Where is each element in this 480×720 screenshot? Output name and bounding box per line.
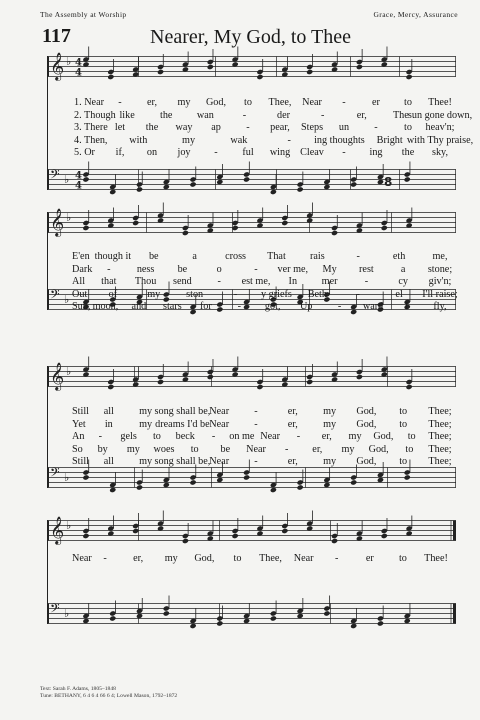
note-head (132, 220, 139, 226)
tune-credit: Tune: BETHANY, 6 4 6 4 66 6 4; Lowell Mason, 1792–1872 (40, 693, 178, 699)
lyric-syllable: Steps (300, 122, 324, 133)
lyric-syllable: my (177, 97, 191, 108)
lyric-syllable: - (287, 134, 291, 146)
note-head (190, 479, 197, 485)
lyric-syllable: - (107, 263, 111, 275)
lyric-line (0, 553, 480, 565)
lyric-line (0, 301, 480, 313)
lyric-syllable: wing (269, 147, 291, 158)
lyric-syllable: - (246, 122, 250, 133)
lyric-syllable: Yet (72, 418, 86, 430)
lyric-syllable: ver me, (277, 263, 309, 275)
note-head (207, 64, 214, 70)
treble-staff-3 (48, 362, 456, 390)
key-signature-flat-icon: ♭ (66, 211, 72, 224)
bass-clef-icon: 𝄢 (50, 601, 60, 619)
lyric-syllable: eth (392, 251, 406, 262)
lyric-syllable: with (129, 134, 148, 146)
note-head (243, 176, 250, 182)
lyric-syllable: o (216, 263, 222, 275)
lyric-syllable: - (118, 97, 122, 108)
note-head (350, 181, 357, 187)
key-signature-flat-icon: ♭ (64, 471, 70, 484)
lyric-syllable: - (233, 288, 238, 300)
note-head (107, 74, 114, 80)
lyric-syllable: er, (287, 406, 298, 417)
lyric-syllable: - (254, 406, 258, 417)
lyric-syllable: An (72, 431, 85, 442)
book-section-label: The Assembly at Worship (40, 10, 127, 19)
lyric-syllable: So (72, 443, 83, 455)
lyric-syllable: - (374, 122, 378, 133)
lyric-line (0, 289, 480, 301)
lyric-line (0, 251, 480, 263)
lyric-syllable: to (399, 456, 408, 467)
lyric-syllable: - (254, 263, 258, 275)
lyric-syllable: Thou (134, 276, 157, 287)
lyric-syllable: Near (209, 418, 230, 430)
note-head (232, 533, 239, 539)
time-signature-digit: 4 (75, 180, 82, 192)
lyric-syllable: my (323, 418, 337, 430)
note-head (182, 538, 189, 544)
lyric-syllable: my (348, 431, 362, 442)
lyric-syllable: - (337, 301, 342, 312)
note-head (82, 225, 89, 231)
lyric-syllable: - (254, 456, 258, 467)
lyric-syllable: be (220, 443, 231, 455)
lyric-syllable: ing thoughts (314, 134, 365, 146)
lyric-syllable: - (296, 431, 301, 442)
lyric-syllable: a (192, 251, 197, 262)
lyric-line (0, 264, 480, 276)
lyric-syllable: my (139, 456, 153, 467)
lyric-syllable: for (199, 301, 212, 312)
lyric-syllable: and (131, 301, 147, 312)
lyric-syllable: - (237, 301, 241, 312)
lyric-syllable: - (320, 109, 325, 121)
lyric-syllable: I (404, 301, 409, 312)
lyric-syllable: got, (264, 301, 281, 312)
lyric-syllable: a (400, 263, 406, 275)
lyric-syllable: God, (356, 456, 377, 467)
lyric-syllable: wak (230, 134, 248, 146)
lyric-syllable: my (139, 418, 153, 430)
lyric-syllable: on me (229, 431, 255, 442)
lyric-syllable: er, (356, 109, 367, 121)
lyric-syllable: est me, (241, 276, 271, 287)
lyric-syllable: 5. Or (74, 147, 95, 158)
lyric-syllable: fly, (433, 301, 447, 312)
note-head (82, 533, 89, 539)
lyric-syllable: Bright (376, 134, 403, 146)
note-head (331, 230, 338, 236)
lyric-syllable: to (407, 431, 416, 442)
note-head (404, 176, 411, 182)
note-head (136, 186, 143, 192)
lyric-syllable: to (399, 418, 408, 430)
lyric-syllable: er, (146, 97, 158, 108)
note-head (182, 230, 189, 236)
time-signature-digit: 4 (75, 67, 82, 79)
lyric-syllable: - (242, 109, 247, 121)
note-head (404, 474, 411, 480)
treble-clef-icon: 𝄞 (50, 362, 65, 390)
note-head (381, 533, 388, 539)
bass-clef-icon: 𝄢 (50, 167, 60, 185)
lyric-syllable: er (372, 97, 380, 108)
note-head (163, 610, 170, 616)
lyric-syllable: that (101, 276, 117, 287)
lyric-syllable: Near (209, 456, 230, 467)
measure-marking: 8 (384, 175, 393, 189)
hymn-title: Nearer, My God, to Thee (150, 26, 351, 48)
lyric-syllable: Up (299, 301, 313, 312)
lyric-syllable: The (392, 109, 409, 121)
lyric-syllable: if, (115, 147, 125, 158)
lyric-line (0, 431, 480, 443)
key-signature-flat-icon: ♭ (64, 173, 70, 186)
note-head (281, 528, 288, 534)
lyric-syllable: Near (72, 553, 92, 564)
note-head (331, 538, 338, 544)
lyric-syllable: Sun, (72, 301, 91, 312)
key-signature-flat-icon: ♭ (66, 519, 72, 532)
lyric-syllable: dreams I'd be (155, 418, 210, 430)
lyric-syllable: my (323, 456, 337, 467)
lyric-syllable: heav'n; (425, 122, 455, 133)
note-head (377, 620, 384, 626)
category-label: Grace, Mercy, Assurance (373, 10, 458, 19)
lyric-syllable: with Thy praise, (406, 134, 474, 146)
lyric-syllable: - (217, 276, 221, 287)
lyric-syllable: rais (309, 251, 325, 262)
lyric-syllable: God, (194, 553, 215, 564)
lyric-syllable: rest (359, 263, 374, 275)
note-head (281, 220, 288, 226)
lyric-syllable: all (103, 456, 114, 467)
lyric-syllable: Thee! (428, 97, 452, 108)
bass-staff-3 (48, 467, 456, 488)
lyric-syllable: send (173, 276, 192, 287)
lyric-line (0, 444, 480, 456)
lyric-syllable: - (364, 276, 369, 287)
lyric-syllable: Thee, (268, 97, 292, 108)
lyric-syllable: - (103, 553, 107, 564)
treble-clef-icon: 𝄞 (50, 516, 65, 544)
lyric-syllable: song shall be, (154, 456, 211, 467)
lyric-syllable: 2. Though (74, 109, 116, 121)
note-head (136, 484, 143, 490)
lyric-line (0, 147, 480, 159)
lyric-syllable: Thee! (424, 553, 448, 564)
lyric-syllable: Still (72, 406, 89, 417)
lyric-syllable: God, (368, 443, 389, 455)
lyric-line (0, 456, 480, 468)
note-head (216, 620, 223, 626)
lyric-syllable: er (365, 553, 374, 564)
lyric-syllable: Dark (72, 263, 93, 275)
lyric-syllable: Near (302, 97, 322, 108)
lyric-syllable: my (126, 443, 140, 455)
lyric-syllable: to (404, 97, 412, 108)
lyric-syllable: moon, (92, 301, 119, 312)
lyric-syllable: Near (209, 406, 230, 417)
note-head (306, 379, 313, 385)
lyric-syllable: - (356, 288, 360, 300)
lyric-syllable: to (404, 122, 412, 133)
lyric-syllable: All (72, 276, 86, 287)
lyric-syllable: my (164, 553, 178, 564)
lyric-syllable: - (254, 418, 258, 430)
lyric-syllable: giv'n; (428, 276, 452, 287)
lyric-line (0, 97, 480, 109)
key-signature-flat-icon: ♭ (64, 293, 70, 306)
lyric-syllable: to (190, 443, 199, 455)
lyric-syllable: woes (153, 443, 175, 455)
lyric-syllable: ap (211, 122, 221, 133)
lyric-syllable: me, (432, 251, 448, 262)
lyric-syllable: to (233, 553, 242, 564)
lyric-syllable: Thee, (259, 553, 282, 564)
treble-staff-2 (48, 208, 456, 236)
note-head (157, 69, 164, 75)
lyric-syllable: my (182, 134, 196, 146)
note-head (107, 384, 114, 390)
lyric-syllable: be (177, 263, 188, 275)
lyric-syllable: er, (312, 443, 323, 455)
lyric-syllable: all (103, 406, 114, 417)
lyric-line (0, 276, 480, 288)
lyric-syllable: sky, (431, 147, 449, 158)
time-signature-digit: 4 (75, 170, 82, 182)
lyric-syllable: way (175, 122, 193, 133)
lyric-syllable: to (405, 443, 414, 455)
lyric-syllable: sun gone down, (407, 109, 473, 121)
lyric-syllable: er, (133, 553, 144, 564)
lyric-syllable: cross (225, 251, 247, 262)
treble-staff-4 (48, 516, 456, 544)
lyric-syllable: God, (205, 97, 227, 108)
lyric-syllable: Thee; (428, 406, 452, 417)
lyric-syllable: the (145, 122, 159, 133)
note-head (323, 610, 330, 616)
lyric-syllable: God, (356, 418, 377, 430)
lyric-syllable: That (267, 251, 286, 262)
note-head (82, 176, 89, 182)
lyric-syllable: beck (175, 431, 195, 442)
lyric-syllable: Near (293, 553, 314, 564)
lyric-syllable: er, (321, 431, 332, 442)
lyric-syllable: un (338, 122, 350, 133)
note-head (190, 181, 197, 187)
note-head (306, 69, 313, 75)
note-head (82, 474, 89, 480)
lyric-syllable: 4. Then, (74, 134, 108, 146)
lyric-syllable: - (284, 443, 289, 455)
lyric-line (0, 406, 480, 418)
lyric-syllable: - (98, 431, 102, 442)
lyric-syllable: - (335, 553, 339, 564)
lyric-syllable: y griefs (261, 288, 292, 300)
lyric-syllable: Near (246, 443, 266, 455)
lyric-syllable: Thee; (428, 418, 452, 430)
lyric-syllable: the (159, 109, 173, 121)
lyric-syllable: - (342, 147, 346, 158)
lyric-syllable: joy (177, 147, 191, 158)
bass-clef-icon: 𝄢 (50, 465, 60, 483)
lyric-syllable: gels (120, 431, 137, 442)
lyric-syllable: let (114, 122, 126, 133)
lyric-syllable: on (146, 147, 158, 158)
lyric-syllable: In (288, 276, 298, 287)
hymn-number: 117 (42, 25, 71, 47)
lyric-syllable: Out (72, 288, 88, 300)
lyric-syllable: my (341, 443, 355, 455)
lyric-syllable: by (97, 443, 108, 455)
lyric-syllable: der (277, 109, 291, 121)
lyric-syllable: the (401, 147, 415, 158)
note-head (256, 74, 263, 80)
lyric-syllable: ness (136, 263, 155, 275)
note-head (109, 615, 116, 621)
lyric-syllable: pear, (270, 122, 290, 133)
lyric-syllable: wan (196, 109, 214, 121)
treble-staff-1 (48, 52, 456, 80)
lyric-syllable: - (356, 251, 360, 262)
lyric-syllable: of (108, 288, 118, 300)
lyric-syllable: in (104, 418, 113, 430)
note-head (243, 474, 250, 480)
lyric-syllable: song shall be, (154, 406, 211, 417)
lyric-syllable: Beth (307, 288, 327, 300)
note-head (356, 374, 363, 380)
lyric-line (0, 419, 480, 431)
treble-clef-icon: 𝄞 (50, 52, 65, 80)
lyric-syllable: to (244, 97, 252, 108)
note-head (157, 379, 164, 385)
lyric-syllable: my (323, 406, 337, 417)
key-signature-flat-icon: ♭ (64, 607, 70, 620)
key-signature-flat-icon: ♭ (66, 55, 72, 68)
text-credit: Text: Sarah F. Adams, 1805–1848 (40, 686, 116, 692)
lyric-syllable: Still (72, 456, 89, 467)
lyric-line (0, 135, 480, 147)
bass-staff-1 (48, 169, 456, 190)
treble-clef-icon: 𝄞 (50, 208, 65, 236)
lyric-syllable: ward (362, 301, 384, 312)
note-head (270, 615, 277, 621)
lyric-line (0, 110, 480, 122)
lyric-syllable: like (119, 109, 135, 121)
lyric-syllable: 3. There (74, 122, 108, 133)
lyric-syllable: be (148, 251, 159, 262)
note-head (406, 384, 413, 390)
lyric-syllable: God, (373, 431, 394, 442)
note-head (381, 225, 388, 231)
note-head (356, 64, 363, 70)
note-head (297, 186, 304, 192)
lyric-syllable: my (139, 406, 153, 417)
lyric-syllable: 1. Near (74, 97, 104, 108)
lyric-syllable: er, (287, 418, 298, 430)
lyric-syllable: Thee; (428, 443, 452, 455)
lyric-syllable: Thee; (428, 431, 452, 442)
note-head (297, 484, 304, 490)
lyric-syllable: I'll raise; (422, 288, 458, 300)
lyric-syllable: mer (321, 276, 338, 287)
lyric-syllable: ing (369, 147, 383, 158)
lyric-line (0, 122, 480, 134)
lyric-syllable: My (322, 263, 337, 275)
lyric-syllable: Thee; (428, 456, 452, 467)
bass-staff-4 (48, 603, 456, 624)
lyric-syllable: cy (398, 276, 408, 287)
lyric-syllable: ston (186, 288, 204, 300)
time-signature-digit: 4 (75, 57, 82, 69)
lyric-syllable: el (395, 288, 403, 300)
lyric-syllable: my (147, 288, 161, 300)
note-head (350, 479, 357, 485)
lyric-syllable: E'en (72, 251, 90, 262)
lyric-syllable: er, (287, 456, 298, 467)
bass-clef-icon: 𝄢 (50, 287, 60, 305)
lyric-syllable: - (342, 97, 346, 108)
system-bracket (47, 520, 48, 624)
lyric-syllable: - (214, 147, 218, 158)
lyric-syllable: to (399, 406, 408, 417)
note-head (406, 74, 413, 80)
key-signature-flat-icon: ♭ (66, 365, 72, 378)
lyric-syllable: - (211, 431, 216, 442)
lyric-syllable: though it (94, 251, 132, 262)
lyric-syllable: stars (163, 301, 182, 312)
lyric-syllable: God, (356, 406, 377, 417)
lyric-syllable: to (398, 553, 407, 564)
lyric-syllable: Cleav (300, 147, 324, 158)
note-head (256, 384, 263, 390)
lyric-syllable: to (152, 431, 161, 442)
lyric-syllable: stone; (427, 263, 453, 275)
lyric-syllable: ful (242, 147, 254, 158)
note-head (207, 374, 214, 380)
lyric-syllable: Near (260, 431, 281, 442)
